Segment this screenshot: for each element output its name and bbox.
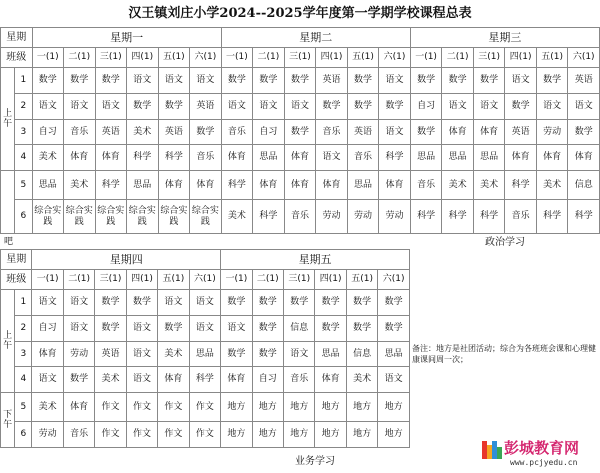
course-cell: 音乐	[63, 422, 94, 448]
top-schedule-table	[0, 27, 600, 234]
class-header: 四(1)	[126, 270, 157, 290]
course-cell: 体育	[190, 171, 222, 200]
class-header: 五(1)	[347, 48, 379, 68]
course-cell: 语文	[221, 94, 253, 120]
period-number: 6	[15, 422, 32, 448]
course-cell: 科学	[127, 145, 159, 171]
class-header: 三(1)	[284, 270, 315, 290]
period-number: 1	[15, 290, 32, 316]
course-cell: 数学	[221, 342, 252, 367]
course-cell: 数学	[284, 290, 315, 316]
course-cell: 科学	[158, 145, 190, 171]
period-row	[1, 94, 600, 120]
class-header: 六(1)	[568, 48, 600, 68]
course-cell: 地方	[378, 422, 410, 448]
course-cell: 地方	[378, 393, 410, 422]
morning-label: 上午	[1, 68, 15, 171]
course-cell: 体育	[505, 145, 537, 171]
afternoon-label: 下午	[1, 393, 15, 448]
course-cell: 语文	[189, 316, 221, 342]
day-header: 星期五	[221, 250, 410, 270]
course-cell: 劳动	[63, 342, 94, 367]
course-cell: 思品	[347, 171, 379, 200]
day-header: 星期二	[221, 28, 410, 48]
class-header: 一(1)	[221, 48, 253, 68]
course-cell: 体育	[158, 367, 189, 393]
course-cell: 科学	[189, 367, 221, 393]
period-row	[1, 171, 600, 200]
course-cell: 数学	[473, 68, 505, 94]
period-row	[1, 145, 600, 171]
course-cell: 地方	[346, 422, 377, 448]
course-cell: 语文	[32, 367, 63, 393]
period-number: 5	[15, 171, 32, 200]
course-cell: 数学	[315, 290, 346, 316]
class-header: 二(1)	[253, 48, 285, 68]
class-header: 六(1)	[189, 270, 221, 290]
course-cell: 作文	[126, 422, 157, 448]
morning-label: 上午	[1, 290, 15, 393]
course-cell: 地方	[315, 422, 346, 448]
period-number: 5	[15, 393, 32, 422]
course-cell: 自习	[252, 367, 283, 393]
period-number: 1	[15, 68, 32, 94]
course-cell: 音乐	[284, 200, 316, 234]
course-cell: 数学	[221, 68, 253, 94]
course-cell: 数学	[316, 94, 348, 120]
course-cell: 数学	[95, 316, 126, 342]
course-cell: 数学	[378, 316, 410, 342]
course-cell: 美术	[158, 342, 189, 367]
period-row	[1, 342, 410, 367]
course-cell: 数学	[347, 68, 379, 94]
course-cell: 科学	[536, 200, 568, 234]
class-header: 二(1)	[63, 270, 94, 290]
period-number: 4	[15, 367, 32, 393]
course-cell: 美术	[32, 393, 63, 422]
course-cell: 美术	[32, 145, 64, 171]
day-header: 星期三	[410, 28, 599, 48]
course-cell: 体育	[64, 145, 96, 171]
period-row	[1, 393, 410, 422]
period-row	[1, 422, 410, 448]
weekday-label: 星期	[1, 250, 32, 270]
class-header: 三(1)	[95, 48, 127, 68]
course-cell: 作文	[95, 393, 126, 422]
course-cell: 体育	[63, 393, 94, 422]
bottom-footer-business-study: 业务学习	[295, 456, 335, 467]
class-header: 二(1)	[252, 270, 283, 290]
weekday-header-row	[1, 250, 410, 270]
course-cell: 思品	[442, 145, 474, 171]
course-cell: 思品	[189, 342, 221, 367]
class-header: 五(1)	[158, 48, 190, 68]
course-cell: 语文	[32, 290, 63, 316]
course-cell: 地方	[221, 422, 252, 448]
course-cell: 语文	[63, 316, 94, 342]
course-cell: 数学	[127, 94, 159, 120]
class-header-row	[1, 48, 600, 68]
book-green	[497, 447, 502, 459]
course-cell: 综合实践	[158, 200, 190, 234]
course-cell: 语文	[190, 68, 222, 94]
course-cell: 科学	[505, 171, 537, 200]
course-cell: 信息	[346, 342, 377, 367]
course-cell: 自习	[410, 94, 442, 120]
class-label: 班级	[1, 270, 32, 290]
course-cell: 体育	[284, 171, 316, 200]
class-header: 一(1)	[32, 48, 64, 68]
afternoon-label	[1, 171, 15, 234]
course-cell: 语文	[32, 94, 64, 120]
course-cell: 语文	[253, 94, 285, 120]
course-cell: 美术	[536, 171, 568, 200]
course-cell: 美术	[473, 171, 505, 200]
class-header: 一(1)	[221, 270, 252, 290]
course-cell: 音乐	[221, 120, 253, 145]
course-cell: 思品	[127, 171, 159, 200]
class-header: 一(1)	[410, 48, 442, 68]
bottom-schedule-table	[0, 249, 410, 448]
course-cell: 语文	[126, 342, 157, 367]
day-header: 星期一	[32, 28, 221, 48]
course-cell: 地方	[252, 393, 283, 422]
course-cell: 体育	[221, 367, 252, 393]
course-cell: 劳动	[379, 200, 411, 234]
course-cell: 科学	[473, 200, 505, 234]
course-cell: 体育	[221, 145, 253, 171]
course-cell: 数学	[284, 68, 316, 94]
site-logo	[482, 435, 598, 471]
course-cell: 数学	[378, 290, 410, 316]
course-cell: 劳动	[347, 200, 379, 234]
period-row	[1, 200, 600, 234]
course-cell: 数学	[221, 290, 252, 316]
course-cell: 数学	[379, 94, 411, 120]
course-cell: 数学	[346, 290, 377, 316]
course-cell: 音乐	[284, 367, 315, 393]
course-cell: 语文	[442, 94, 474, 120]
logo-name: 彭城教育网	[504, 439, 580, 457]
course-cell: 语文	[126, 316, 157, 342]
course-cell: 语文	[64, 94, 96, 120]
course-cell: 数学	[63, 367, 94, 393]
course-cell: 作文	[158, 393, 189, 422]
class-header: 四(1)	[315, 270, 346, 290]
course-cell: 体育	[284, 145, 316, 171]
course-cell: 语文	[126, 367, 157, 393]
course-cell: 作文	[95, 422, 126, 448]
period-number: 4	[15, 145, 32, 171]
course-cell: 数学	[190, 120, 222, 145]
class-header: 五(1)	[158, 270, 189, 290]
course-cell: 语文	[221, 316, 252, 342]
weekday-header-row	[1, 28, 600, 48]
course-cell: 数学	[568, 120, 600, 145]
course-cell: 语文	[95, 94, 127, 120]
course-cell: 综合实践	[64, 200, 96, 234]
course-cell: 体育	[253, 171, 285, 200]
books-icon	[482, 439, 502, 459]
period-number: 3	[15, 342, 32, 367]
class-header: 三(1)	[284, 48, 316, 68]
course-cell: 音乐	[190, 145, 222, 171]
course-cell: 地方	[252, 422, 283, 448]
course-cell: 作文	[189, 422, 221, 448]
course-cell: 语文	[379, 68, 411, 94]
course-cell: 地方	[315, 393, 346, 422]
course-cell: 综合实践	[127, 200, 159, 234]
course-cell: 综合实践	[32, 200, 64, 234]
course-cell: 体育	[379, 171, 411, 200]
course-cell: 体育	[158, 171, 190, 200]
course-cell: 思品	[253, 145, 285, 171]
course-cell: 语文	[316, 145, 348, 171]
class-header: 四(1)	[505, 48, 537, 68]
course-cell: 数学	[253, 68, 285, 94]
class-header-row	[1, 270, 410, 290]
course-cell: 劳动	[536, 120, 568, 145]
class-header: 二(1)	[64, 48, 96, 68]
course-cell: 科学	[95, 171, 127, 200]
class-label: 班级	[1, 48, 33, 68]
course-cell: 数学	[95, 290, 126, 316]
class-header: 二(1)	[442, 48, 474, 68]
course-cell: 科学	[410, 200, 442, 234]
course-cell: 音乐	[316, 120, 348, 145]
weekday-label: 星期	[1, 28, 33, 48]
course-cell: 数学	[284, 120, 316, 145]
period-number: 3	[15, 120, 32, 145]
course-cell: 语文	[127, 68, 159, 94]
course-cell: 数学	[442, 68, 474, 94]
course-cell: 英语	[158, 120, 190, 145]
top-footer-politics-study: 政治学习	[485, 237, 525, 248]
course-cell: 劳动	[316, 200, 348, 234]
course-cell: 自习	[32, 120, 64, 145]
course-cell: 数学	[252, 342, 283, 367]
class-header: 六(1)	[190, 48, 222, 68]
period-row	[1, 367, 410, 393]
course-cell: 思品	[315, 342, 346, 367]
course-cell: 英语	[568, 68, 600, 94]
period-row	[1, 68, 600, 94]
course-cell: 语文	[284, 94, 316, 120]
logo-url: www.pcjyedu.cn	[510, 458, 578, 467]
course-cell: 美术	[95, 367, 126, 393]
course-cell: 体育	[316, 171, 348, 200]
course-cell: 科学	[379, 145, 411, 171]
period-row	[1, 290, 410, 316]
course-cell: 英语	[316, 68, 348, 94]
course-cell: 语文	[378, 367, 410, 393]
course-cell: 数学	[536, 68, 568, 94]
course-cell: 综合实践	[95, 200, 127, 234]
course-cell: 数学	[505, 94, 537, 120]
course-cell: 劳动	[32, 422, 63, 448]
course-cell: 数学	[64, 68, 96, 94]
course-cell: 语文	[568, 94, 600, 120]
course-cell: 科学	[221, 171, 253, 200]
course-cell: 英语	[95, 120, 127, 145]
course-cell: 数学	[252, 316, 283, 342]
course-cell: 地方	[284, 422, 315, 448]
sheet-title: 汉王镇刘庄小学2024--2025学年度第一学期学校课程总表	[0, 0, 600, 28]
course-cell: 作文	[126, 393, 157, 422]
course-cell: 英语	[95, 342, 126, 367]
course-cell: 语文	[158, 290, 189, 316]
remarks-note: 备注：地方是社团活动；综合为各班班会课和心理健康课间周一次；	[412, 344, 596, 364]
course-cell: 体育	[568, 145, 600, 171]
class-header: 五(1)	[536, 48, 568, 68]
course-cell: 美术	[346, 367, 377, 393]
class-header: 三(1)	[95, 270, 126, 290]
course-cell: 思品	[410, 145, 442, 171]
class-header: 四(1)	[316, 48, 348, 68]
course-cell: 地方	[221, 393, 252, 422]
course-cell: 美术	[442, 171, 474, 200]
course-cell: 体育	[473, 120, 505, 145]
course-cell: 美术	[64, 171, 96, 200]
class-header: 四(1)	[127, 48, 159, 68]
course-cell: 体育	[315, 367, 346, 393]
course-cell: 语文	[379, 120, 411, 145]
course-cell: 英语	[190, 94, 222, 120]
course-cell: 音乐	[505, 200, 537, 234]
course-cell: 语文	[284, 342, 315, 367]
course-cell: 英语	[505, 120, 537, 145]
course-cell: 数学	[410, 120, 442, 145]
class-header: 三(1)	[473, 48, 505, 68]
course-cell: 英语	[347, 120, 379, 145]
course-cell: 科学	[568, 200, 600, 234]
course-cell: 音乐	[410, 171, 442, 200]
course-cell: 数学	[158, 316, 189, 342]
course-cell: 数学	[346, 316, 377, 342]
course-cell: 体育	[442, 120, 474, 145]
course-cell: 地方	[284, 393, 315, 422]
course-cell: 美术	[221, 200, 253, 234]
course-cell: 体育	[95, 145, 127, 171]
period-row	[1, 316, 410, 342]
course-cell: 语文	[189, 290, 221, 316]
course-cell: 自习	[253, 120, 285, 145]
period-number: 2	[15, 316, 32, 342]
course-cell: 综合实践	[190, 200, 222, 234]
course-cell: 语文	[158, 68, 190, 94]
class-header: 一(1)	[32, 270, 63, 290]
course-cell: 信息	[284, 316, 315, 342]
course-cell: 思品	[378, 342, 410, 367]
course-cell: 数学	[252, 290, 283, 316]
course-cell: 语文	[63, 290, 94, 316]
course-cell: 美术	[127, 120, 159, 145]
course-cell: 作文	[158, 422, 189, 448]
course-cell: 语文	[505, 68, 537, 94]
day-header: 星期四	[32, 250, 221, 270]
period-number: 2	[15, 94, 32, 120]
class-header: 六(1)	[379, 48, 411, 68]
course-cell: 自习	[32, 316, 63, 342]
course-cell: 体育	[536, 145, 568, 171]
course-cell: 音乐	[64, 120, 96, 145]
course-cell: 数学	[315, 316, 346, 342]
course-cell: 思品	[473, 145, 505, 171]
course-cell: 语文	[473, 94, 505, 120]
course-cell: 数学	[95, 68, 127, 94]
course-cell: 数学	[410, 68, 442, 94]
course-cell: 数学	[32, 68, 64, 94]
class-header: 六(1)	[378, 270, 410, 290]
class-header: 五(1)	[346, 270, 377, 290]
course-cell: 音乐	[347, 145, 379, 171]
course-cell: 思品	[32, 171, 64, 200]
course-cell: 作文	[189, 393, 221, 422]
course-cell: 信息	[568, 171, 600, 200]
course-cell: 数学	[347, 94, 379, 120]
course-cell: 语文	[536, 94, 568, 120]
period-number: 6	[15, 200, 32, 234]
course-cell: 科学	[442, 200, 474, 234]
period-row	[1, 120, 600, 145]
course-cell: 地方	[346, 393, 377, 422]
course-cell: 数学	[126, 290, 157, 316]
course-cell: 科学	[253, 200, 285, 234]
fragment-char: 吧	[4, 237, 14, 247]
course-cell: 体育	[32, 342, 63, 367]
course-cell: 数学	[158, 94, 190, 120]
